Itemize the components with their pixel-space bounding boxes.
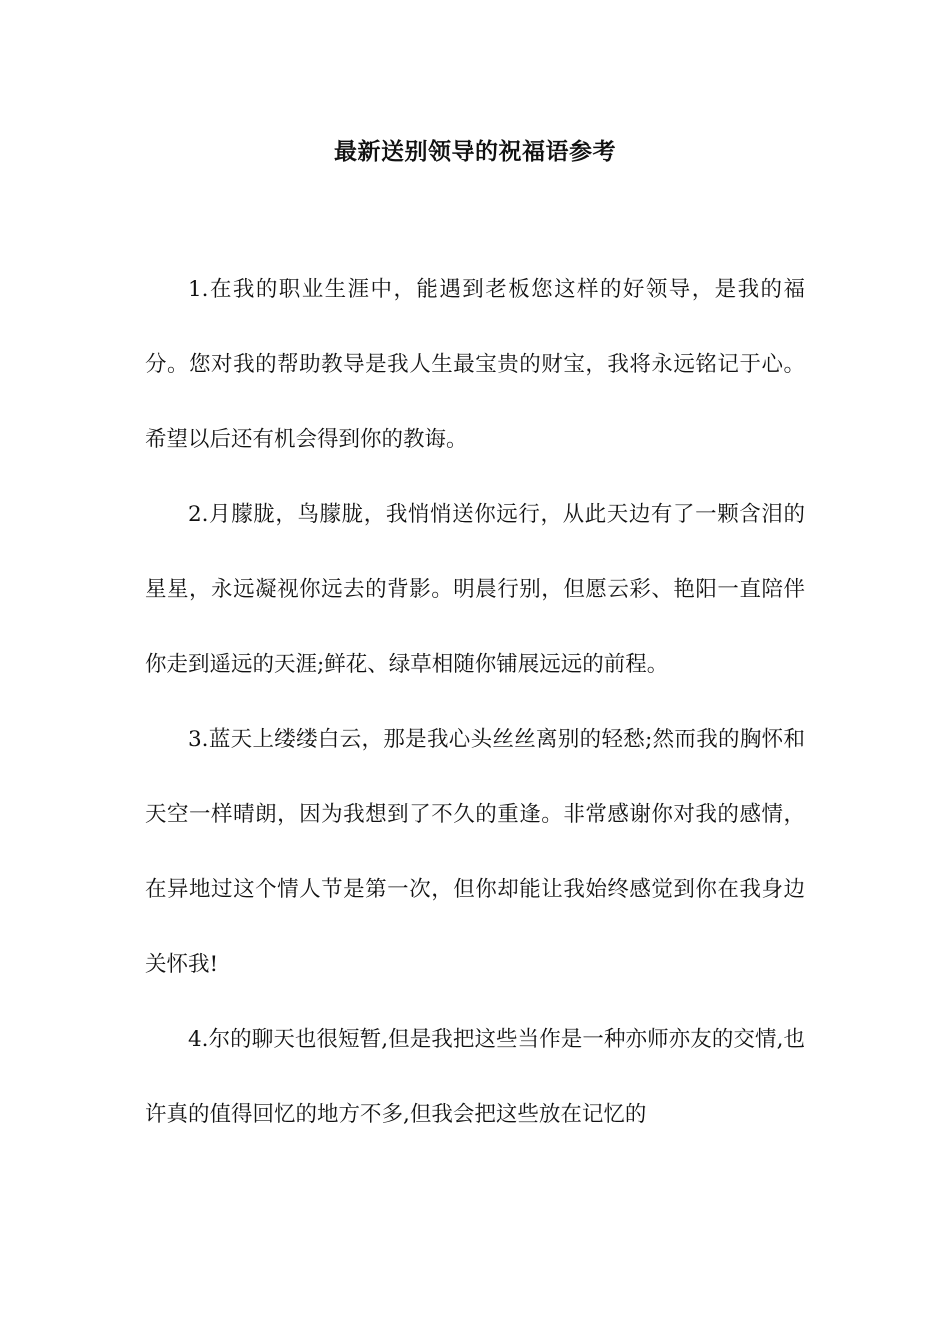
paragraph-4: 4.尔的聊天也很短暂,但是我把这些当作是一种亦师亦友的交情,也许真的值得回忆的地方不多,但我会把这些放在记忆的 — [145, 1027, 805, 1127]
paragraph-2: 2.月朦胧，鸟朦胧，我悄悄送你远行，从此天边有了一颗含泪的星星，永远凝视你远去的背影。明晨行别，但愿云彩、艳阳一直陪伴你走到遥远的天涯;鲜花、绿草相随你铺展远远的前程。 — [145, 502, 805, 677]
paragraph-3: 3.蓝天上缕缕白云，那是我心头丝丝离别的轻愁;然而我的胸怀和天空一样晴朗，因为我想到了不久的重逢。非常感谢你对我的感情，在异地过这个情人节是第一次，但你却能让我始终感觉到你在我身边关怀我! — [145, 727, 805, 977]
document-body — [145, 252, 805, 1152]
document-title: 最新送别领导的祝福语参考 — [334, 138, 616, 165]
paragraph-1: 1.在我的职业生涯中，能遇到老板您这样的好领导，是我的福分。您对我的帮助教导是我人生最宝贵的财宝，我将永远铭记于心。希望以后还有机会得到你的教诲。 — [145, 277, 805, 452]
